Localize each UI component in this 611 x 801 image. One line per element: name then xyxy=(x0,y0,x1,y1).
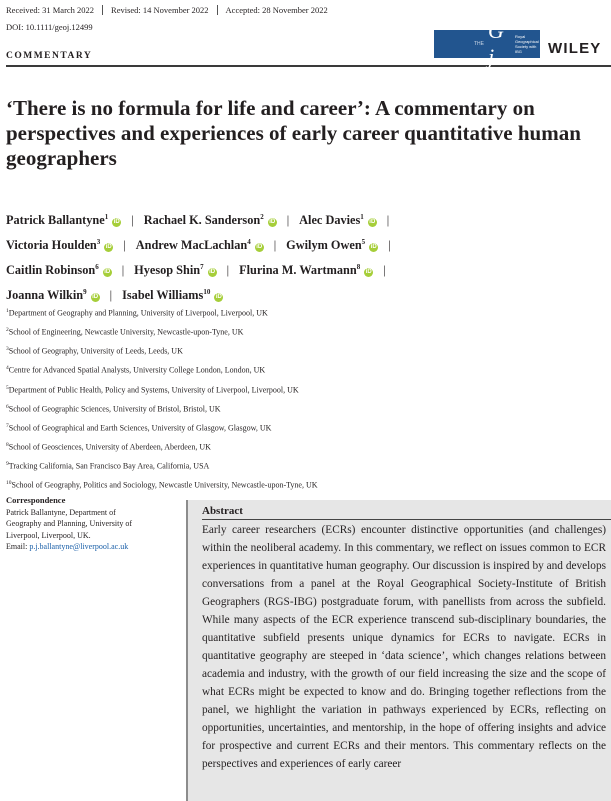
orcid-icon[interactable]: iD xyxy=(105,244,112,251)
author-name: Patrick Ballantyne xyxy=(6,213,105,228)
affiliation xyxy=(6,303,318,322)
author-affil-sup: 1 xyxy=(104,213,109,221)
author-affil-sup: 8 xyxy=(356,263,361,272)
affiliation-text: Centre for Advanced Spatial Analysts, University College London, London, UK xyxy=(8,366,266,376)
author-affil-sup: 2 xyxy=(260,213,264,221)
author[interactable] xyxy=(136,238,264,252)
correspondence-heading: Correspondence xyxy=(6,495,66,505)
orcid-icon[interactable]: iD xyxy=(256,244,263,251)
author-affil-sup: 1 xyxy=(360,213,364,221)
author-name: Gwilym Owen xyxy=(286,238,362,253)
author[interactable] xyxy=(239,263,373,277)
abstract-text: Early career researchers (ECRs) encounter distinctive opportunities (and challenges) within the neoliberal academy. In this commentary, we reflect on issues common to ECR experiences in quantitative human geography. Our discussion is inspired by and develops conversations from a panel at the Royal Geographical Society-Institute of British Geographers (RGS-IBG) postgraduate forum, with panellists from across the subfield. While many aspects of the ECR experience transcend sub-disciplinary boundaries, the quantitative subfield presents unique dynamics for ECRs to navigate. ECRs in quantitative geography are steeped in ‘data science’, which changes relations between academia and industry, with the growth of our field increasing the size and the scope of what ECRs might be expected to know and do. Bringing together reflections from the panel, we highlight the variation in pathways experienced by ECRs, reflecting on opportunities, uncertainties, and mentorship, in the hope of offering insights and advice for prospective and current ECRs and their mentors. This commentary reflects on the perspectives and experiences of early career xyxy=(202,524,606,770)
affiliation-sup: 1 xyxy=(6,308,9,314)
affiliation xyxy=(6,399,318,418)
affiliation-sup: 6 xyxy=(6,403,9,410)
article-title: ‘There is no formula for life and career’: A commentary on perspectives and experiences of early career quantitative human geographers xyxy=(6,96,581,170)
author-name: Flurina M. Wartmann xyxy=(239,263,357,278)
affiliation xyxy=(6,322,318,341)
affiliation xyxy=(6,475,318,494)
separator: | xyxy=(383,263,386,278)
separator: | xyxy=(286,213,290,228)
affiliation-sup: 4 xyxy=(6,365,9,372)
affiliation-text: School of Engineering, Newcastle University, Newcastle-upon-Tyne, UK xyxy=(8,327,244,337)
author-name: Alec Davies xyxy=(299,213,361,228)
author[interactable] xyxy=(6,263,112,277)
separator: | xyxy=(226,263,230,278)
orcid-icon[interactable]: iD xyxy=(370,244,377,251)
affiliation xyxy=(6,456,318,475)
abstract-divider xyxy=(202,519,611,520)
affiliation-text: Department of Public Health, Policy and Systems, University of Liverpool, Liverpool, UK xyxy=(8,385,299,395)
correspondence-block xyxy=(6,495,176,553)
author-affil-sup: 9 xyxy=(83,288,87,297)
affiliation-list xyxy=(6,303,318,495)
author[interactable] xyxy=(122,288,223,302)
author-list xyxy=(6,206,606,306)
orcid-icon[interactable]: iD xyxy=(92,294,99,301)
orcid-icon[interactable]: iD xyxy=(113,219,120,226)
abstract-box xyxy=(186,500,611,801)
affiliation xyxy=(6,418,318,437)
author-name: Joanna Wilkin xyxy=(6,288,84,303)
email-link[interactable]: p.j.ballantyne@liverpool.ac.uk xyxy=(29,542,129,551)
header-divider xyxy=(6,65,611,67)
doi-link[interactable]: DOI: 10.1111/geoj.12499 xyxy=(6,22,93,32)
author-affil-sup: 4 xyxy=(247,238,251,247)
affiliation-text: School of Geosciences, University of Aberdeen, Aberdeen, UK xyxy=(8,442,211,452)
received-date: Received: 31 March 2022 xyxy=(6,5,95,15)
affiliation xyxy=(6,341,318,360)
correspondence-line: Patrick Ballantyne, Department of xyxy=(6,507,116,517)
author[interactable] xyxy=(299,213,377,227)
logo-rgs-text: Royal Geographical Society with IBG xyxy=(514,34,539,54)
affiliation-text: School of Geographic Sciences, University of Bristol, Bristol, UK xyxy=(8,404,221,414)
orcid-icon[interactable]: iD xyxy=(215,294,222,301)
author[interactable] xyxy=(144,213,277,227)
orcid-icon[interactable]: iD xyxy=(209,269,216,276)
author-name: Rachael K. Sanderson xyxy=(143,213,261,228)
separator: | xyxy=(388,238,391,253)
author-affil-sup: 3 xyxy=(96,238,101,247)
publisher-logo[interactable]: WILEY xyxy=(548,40,602,57)
orcid-icon[interactable]: iD xyxy=(104,269,111,276)
author[interactable] xyxy=(6,238,113,252)
affiliation-text: School of Geography, Politics and Sociology, Newcastle University, Newcastle-upon-Tyne, UK xyxy=(11,481,318,491)
revised-date: Revised: 14 November 2022 xyxy=(102,5,217,15)
affiliation-text: School of Geographical and Earth Sciences, University of Glasgow, Glasgow, UK xyxy=(8,423,272,433)
affiliation-text: Department of Geography and Planning, University of Liverpool, Liverpool, UK xyxy=(8,308,268,318)
author-name: Caitlin Robinson xyxy=(6,263,96,278)
accepted-date: Accepted: 28 November 2022 xyxy=(217,5,336,15)
affiliation-sup: 3 xyxy=(6,346,9,353)
affiliation-sup: 8 xyxy=(6,442,9,449)
author-name: Andrew MacLachlan xyxy=(135,238,248,253)
logo-the-text: THE xyxy=(474,41,484,47)
author-name: Victoria Houlden xyxy=(6,238,97,253)
affiliation-sup: 5 xyxy=(6,384,9,391)
author-name: Isabel Williams xyxy=(122,288,204,303)
author[interactable] xyxy=(6,213,121,227)
email-label: Email: xyxy=(6,542,30,551)
separator: | xyxy=(121,263,125,278)
separator: | xyxy=(131,213,134,228)
section-label: COMMENTARY xyxy=(6,51,93,61)
author[interactable] xyxy=(286,238,378,252)
author-affil-sup: 10 xyxy=(203,288,211,297)
author[interactable] xyxy=(134,263,216,277)
logo-gj-text: G j xyxy=(488,18,504,69)
orcid-icon[interactable]: iD xyxy=(269,219,276,226)
abstract-heading: Abstract xyxy=(202,505,243,517)
author-affil-sup: 6 xyxy=(95,263,99,272)
affiliation-sup: 10 xyxy=(6,480,12,487)
affiliation-sup: 9 xyxy=(6,461,9,468)
affiliation-text: School of Geography, University of Leeds, Leeds, UK xyxy=(8,346,183,356)
affiliation xyxy=(6,437,318,456)
separator: | xyxy=(109,288,113,303)
author-affil-sup: 7 xyxy=(200,263,204,272)
correspondence-email-row xyxy=(6,541,176,553)
author-affil-sup: 5 xyxy=(361,238,366,247)
author[interactable] xyxy=(6,288,100,302)
orcid-icon[interactable]: iD xyxy=(365,269,372,276)
affiliation-sup: 2 xyxy=(6,327,9,334)
correspondence-line: Geography and Planning, University of xyxy=(6,519,132,528)
separator: | xyxy=(123,238,126,253)
journal-logo[interactable] xyxy=(434,18,540,69)
author-name: Hyesop Shin xyxy=(134,263,201,278)
affiliation xyxy=(6,360,318,379)
correspondence-line: Liverpool, Liverpool, UK. xyxy=(6,530,91,540)
affiliation-text: Tracking California, San Francisco Bay Area, California, USA xyxy=(8,461,210,471)
separator: | xyxy=(273,238,277,253)
orcid-icon[interactable]: iD xyxy=(369,219,376,226)
affiliation-sup: 7 xyxy=(6,422,9,429)
article-dates xyxy=(6,5,336,15)
separator: | xyxy=(386,213,390,228)
affiliation xyxy=(6,380,318,399)
